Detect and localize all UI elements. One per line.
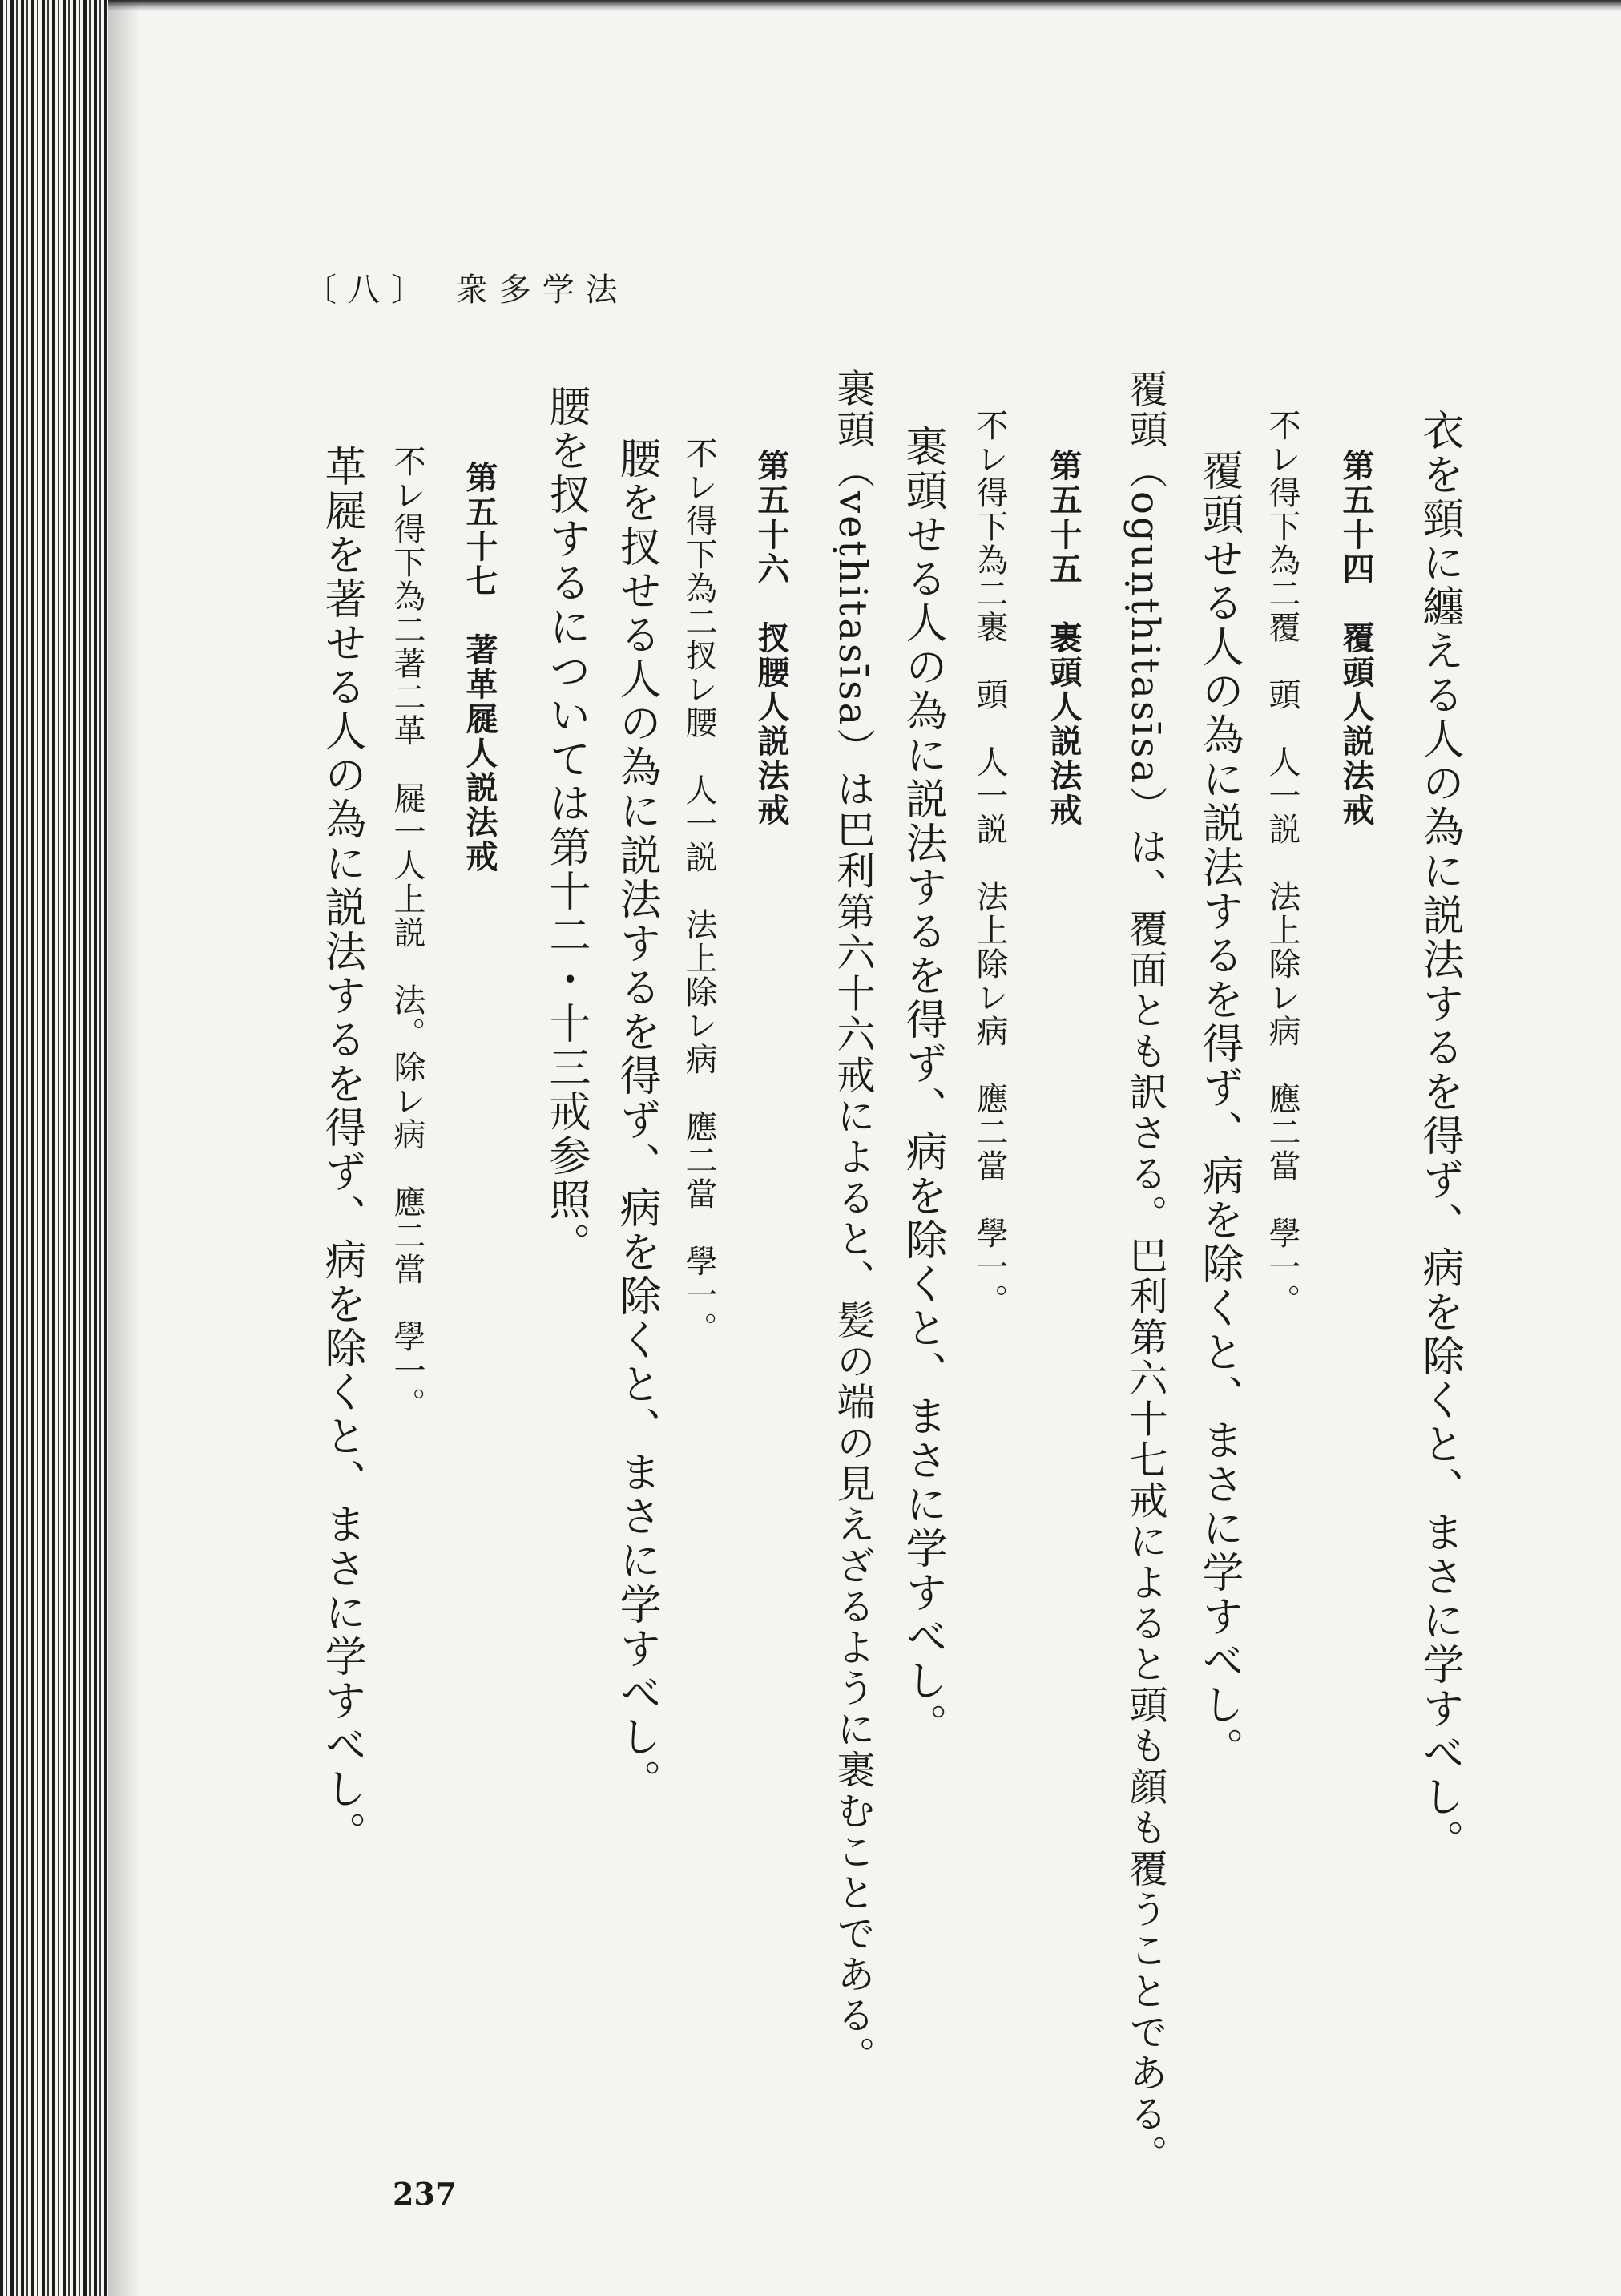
text-column-4: 覆頭せる人の為に説法するを得ず、病を除くと、まさに学すべし。 — [1195, 449, 1243, 1771]
text-column-8: 裹頭せる人の為に説法するを得ず、病を除くと、まさに学すべし。 — [898, 425, 946, 1747]
rule-heading-57: 第五十七 著革屣人説法戒 — [461, 461, 498, 874]
text-column-13: 腰を扠するについては第十二・十三戒参照。 — [542, 385, 590, 1266]
binding-shadow — [108, 0, 140, 2296]
page-top-edge — [0, 0, 1621, 11]
text-column-12: 腰を扠せる人の為に説法するを得ず、病を除くと、まさに学すべし。 — [612, 437, 660, 1803]
text-column-9: 裹頭（veṭhitasīsa）は巴利第六十六戒によると、髪の端の見えざるように裹むことである。 — [830, 369, 875, 2077]
text-column-16: 革屣を著せる人の為に説法するを得ず、病を除くと、まさに学すべし。 — [317, 445, 365, 1855]
text-column-1: 衣を頸に纏える人の為に説法するを得ず、病を除くと、まさに学すべし。 — [1415, 409, 1463, 1863]
rule-heading-54: 第五十四 覆頭人説法戒 — [1337, 449, 1374, 828]
kanbun-line-54: 不レ得下為二覆 頭 人一説 法上除レ病 應二當 學一。 — [1264, 409, 1300, 1317]
rule-heading-56: 第五十六 扠腰人説法戒 — [752, 449, 789, 828]
running-head: 〔八〕 衆多学法 — [304, 272, 629, 309]
text-column-5: 覆頭（oguṇṭhitasīsa）は、覆面とも訳さる。巴利第六十七戒によると頭も顔も覆うことである。 — [1123, 369, 1167, 2176]
kanbun-line-56: 不レ得下為二扠レ腰 人一説 法上除レ病 應二當 學一。 — [680, 437, 717, 1346]
kanbun-line-57: 不レ得下為二著二革 屣一人上説 法。除レ病 應二當 學一。 — [389, 445, 425, 1421]
kanbun-line-55: 不レ得下為二裹 頭 人一説 法上除レ病 應二當 學一。 — [971, 409, 1008, 1317]
rule-heading-55: 第五十五 裹頭人説法戒 — [1045, 449, 1082, 828]
book-binding — [0, 0, 108, 2296]
page-number: 237 — [393, 2176, 457, 2212]
